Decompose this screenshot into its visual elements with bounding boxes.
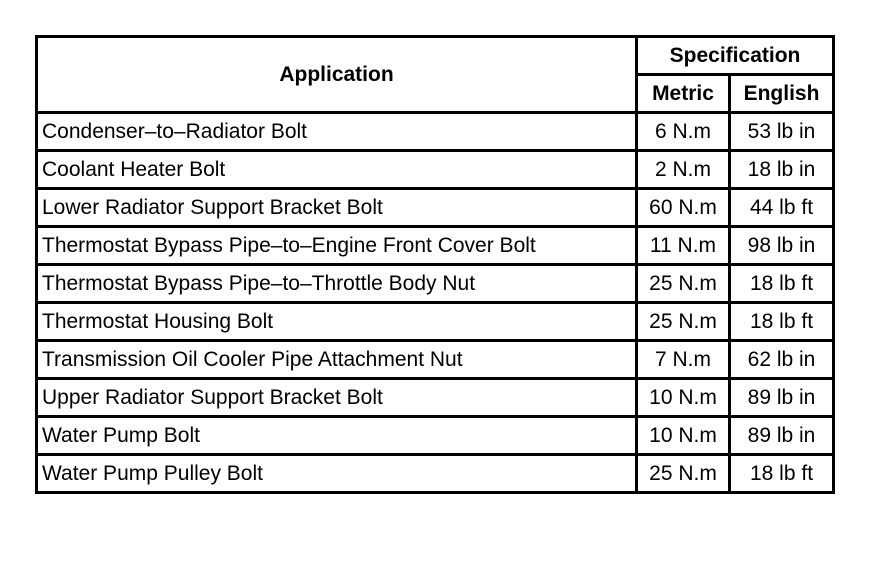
cell-application: Water Pump Bolt (37, 417, 637, 455)
cell-application: Condenser–to–Radiator Bolt (37, 113, 637, 151)
cell-english: 18 lb in (730, 151, 834, 189)
cell-metric: 10 N.m (637, 379, 730, 417)
table-body (37, 113, 834, 493)
cell-application: Thermostat Bypass Pipe–to–Engine Front Cover Bolt (37, 227, 637, 265)
cell-english: 98 lb in (730, 227, 834, 265)
cell-metric: 11 N.m (637, 227, 730, 265)
cell-application: Upper Radiator Support Bracket Bolt (37, 379, 637, 417)
cell-application: Lower Radiator Support Bracket Bolt (37, 189, 637, 227)
cell-english: 18 lb ft (730, 455, 834, 493)
cell-metric: 10 N.m (637, 417, 730, 455)
table-row (37, 151, 834, 189)
table-row (37, 379, 834, 417)
cell-metric: 2 N.m (637, 151, 730, 189)
cell-english: 89 lb in (730, 379, 834, 417)
header-english: English (730, 75, 834, 113)
table-row (37, 227, 834, 265)
table-row (37, 417, 834, 455)
cell-metric: 25 N.m (637, 265, 730, 303)
cell-english: 44 lb ft (730, 189, 834, 227)
header-application: Application (37, 37, 637, 113)
cell-metric: 25 N.m (637, 303, 730, 341)
cell-english: 62 lb in (730, 341, 834, 379)
cell-metric: 7 N.m (637, 341, 730, 379)
cell-english: 89 lb in (730, 417, 834, 455)
cell-english: 18 lb ft (730, 265, 834, 303)
cell-application: Thermostat Housing Bolt (37, 303, 637, 341)
header-specification: Specification (637, 37, 834, 75)
cell-metric: 60 N.m (637, 189, 730, 227)
header-metric: Metric (637, 75, 730, 113)
table-row (37, 303, 834, 341)
cell-english: 53 lb in (730, 113, 834, 151)
cell-application: Coolant Heater Bolt (37, 151, 637, 189)
cell-english: 18 lb ft (730, 303, 834, 341)
cell-metric: 25 N.m (637, 455, 730, 493)
cell-application: Transmission Oil Cooler Pipe Attachment Nut (37, 341, 637, 379)
table-row (37, 265, 834, 303)
cell-application: Water Pump Pulley Bolt (37, 455, 637, 493)
table-row (37, 341, 834, 379)
table-row (37, 189, 834, 227)
cell-metric: 6 N.m (637, 113, 730, 151)
cell-application: Thermostat Bypass Pipe–to–Throttle Body Nut (37, 265, 637, 303)
header-row-top (37, 37, 834, 75)
fastener-spec-table (35, 35, 835, 494)
table-row (37, 455, 834, 493)
table-row (37, 113, 834, 151)
